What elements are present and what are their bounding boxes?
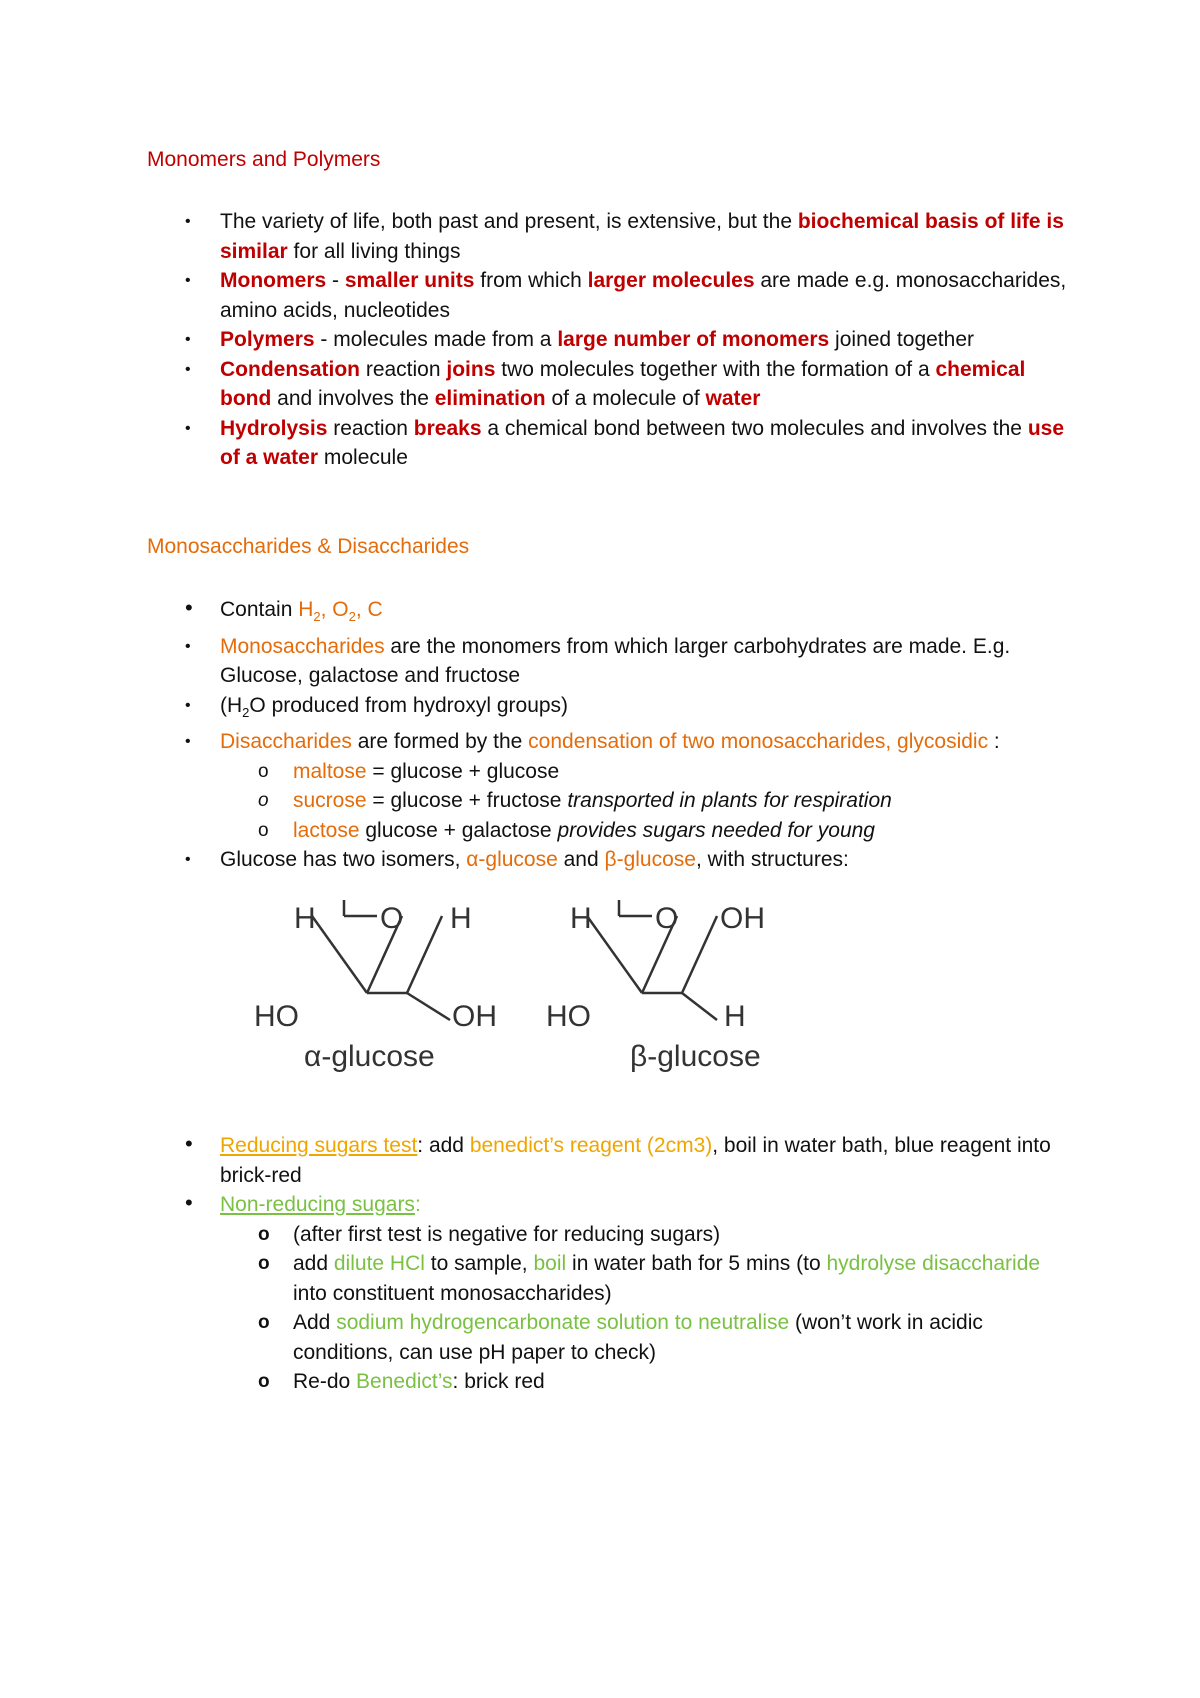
bullet-icon: • [185, 696, 191, 714]
list-item: • Contain $H_2$, $O_2$, C [185, 595, 383, 625]
beta-o: O [655, 902, 679, 935]
alpha-ho: HO [254, 1000, 299, 1033]
section-title-monomers: Monomers and Polymers [147, 148, 381, 171]
list-item: • ($H_2O$ produced from hydroxyl groups) [0, 691, 1080, 728]
saccharides-list [0, 595, 1200, 875]
sub-list-item: o add dilute HCl to sample, boil in water bath for 5 mins (to hydrolyse disaccharide into constituent monosaccharides) [220, 1249, 1053, 1308]
bullet-icon: • [185, 1190, 193, 1215]
sub-list-item: o lactose glucose + galactose provides sugars needed for young [220, 816, 1053, 846]
alpha-o: O [380, 902, 404, 935]
list-item: • Disaccharides are formed by the condensation of two monosaccharides, glycosidic : o maltose = glucose + glucose o sucrose = glucose + fructose transported in plants for respiration o lactose glucose + galactose provides sugars needed for young [0, 727, 1080, 845]
list-item: • Monomers - smaller units from which larger molecules are made e.g. monosaccharides, amino acids, nucleotides [0, 266, 1080, 325]
glucose-structures-figure [254, 888, 842, 1073]
bullet-icon: • [185, 213, 191, 230]
alpha-caption: α-glucose [304, 1040, 435, 1073]
bullet-icon: • [185, 272, 191, 289]
list-item: • Hydrolysis reaction breaks a chemical bond between two molecules and involves the use of a water molecule [0, 414, 1080, 473]
sub-bullet-icon: o [258, 1312, 270, 1333]
alpha-oh: OH [452, 1000, 497, 1033]
bullet-icon: • [185, 851, 191, 869]
sub-bullet-icon: o [258, 819, 269, 841]
bullet-icon: • [185, 419, 191, 437]
monomers-list [0, 207, 1200, 473]
sub-bullet-icon: o [258, 760, 269, 782]
sugar-tests-list [0, 1131, 1200, 1397]
bullet-icon: • [185, 1131, 193, 1156]
sub-bullet-icon: o [258, 1223, 270, 1245]
disaccharide-sublist [220, 757, 1080, 846]
sub-list-item: o maltose = glucose + glucose [220, 757, 1053, 787]
beta-h-low: H [724, 1000, 746, 1033]
bullet-icon: • [185, 331, 191, 348]
beta-glucose-structure [546, 900, 765, 1073]
sub-bullet-icon: o [258, 1371, 270, 1392]
beta-oh-right: OH [720, 902, 765, 935]
sub-list-item: o Add sodium hydrogencarbonate solution to neutralise (won’t work in acidic conditions, can use pH paper to check) [220, 1308, 1053, 1367]
bullet-icon: • [185, 595, 193, 620]
sub-bullet-icon: o [258, 790, 269, 812]
beta-ho: HO [546, 1000, 591, 1033]
list-item: • Condensation reaction joins two molecules together with the formation of a chemical bond and involves the elimination of a molecule of water [0, 355, 1080, 414]
list-item: • Glucose has two isomers, α-glucose and β-glucose, with structures: [0, 845, 1080, 875]
list-item: • Non-reducing sugars: o (after first test is negative for reducing sugars) o add dilute HCl to sample, boil in water bath for 5 mins (to hydrolyse disaccharide into constituent monosaccharides) o Add sodium hydrogencarbonate solution to neutralise (won’t work in acidic conditions, can use pH paper to check) o Re-do Benedict’s: brick red [0, 1190, 1080, 1397]
list-item: • Reducing sugars test: add benedict’s reagent (2cm3), boil in water bath, blue reagent into brick-red [185, 1131, 1051, 1187]
bullet-icon: • [185, 637, 191, 655]
alpha-h-left: H [294, 902, 316, 935]
sub-bullet-icon: o [258, 1253, 270, 1274]
alpha-h-right: H [450, 902, 472, 935]
sub-list-item: o (after first test is negative for reducing sugars) [220, 1220, 1053, 1250]
alpha-glucose-structure [254, 900, 497, 1073]
non-reducing-steps [220, 1220, 1080, 1397]
bullet-icon: • [185, 733, 191, 751]
section-title-saccharides: Monosaccharides & Disaccharides [147, 535, 470, 558]
bullet-icon: • [185, 360, 191, 378]
sub-list-item: o sucrose = glucose + fructose transported in plants for respiration [220, 786, 1053, 816]
beta-caption: β-glucose [630, 1040, 761, 1073]
beta-h-left: H [570, 902, 592, 935]
sub-list-item: o Re-do Benedict’s: brick red [220, 1367, 1053, 1397]
list-item: • Monosaccharides are the monomers from which larger carbohydrates are made. E.g. Glucose, galactose and fructose [0, 632, 1080, 691]
list-item: • Polymers - molecules made from a large number of monomers joined together [0, 325, 1080, 355]
list-item: • The variety of life, both past and present, is extensive, but the biochemical basis of life is similar for all living things [0, 207, 1080, 266]
